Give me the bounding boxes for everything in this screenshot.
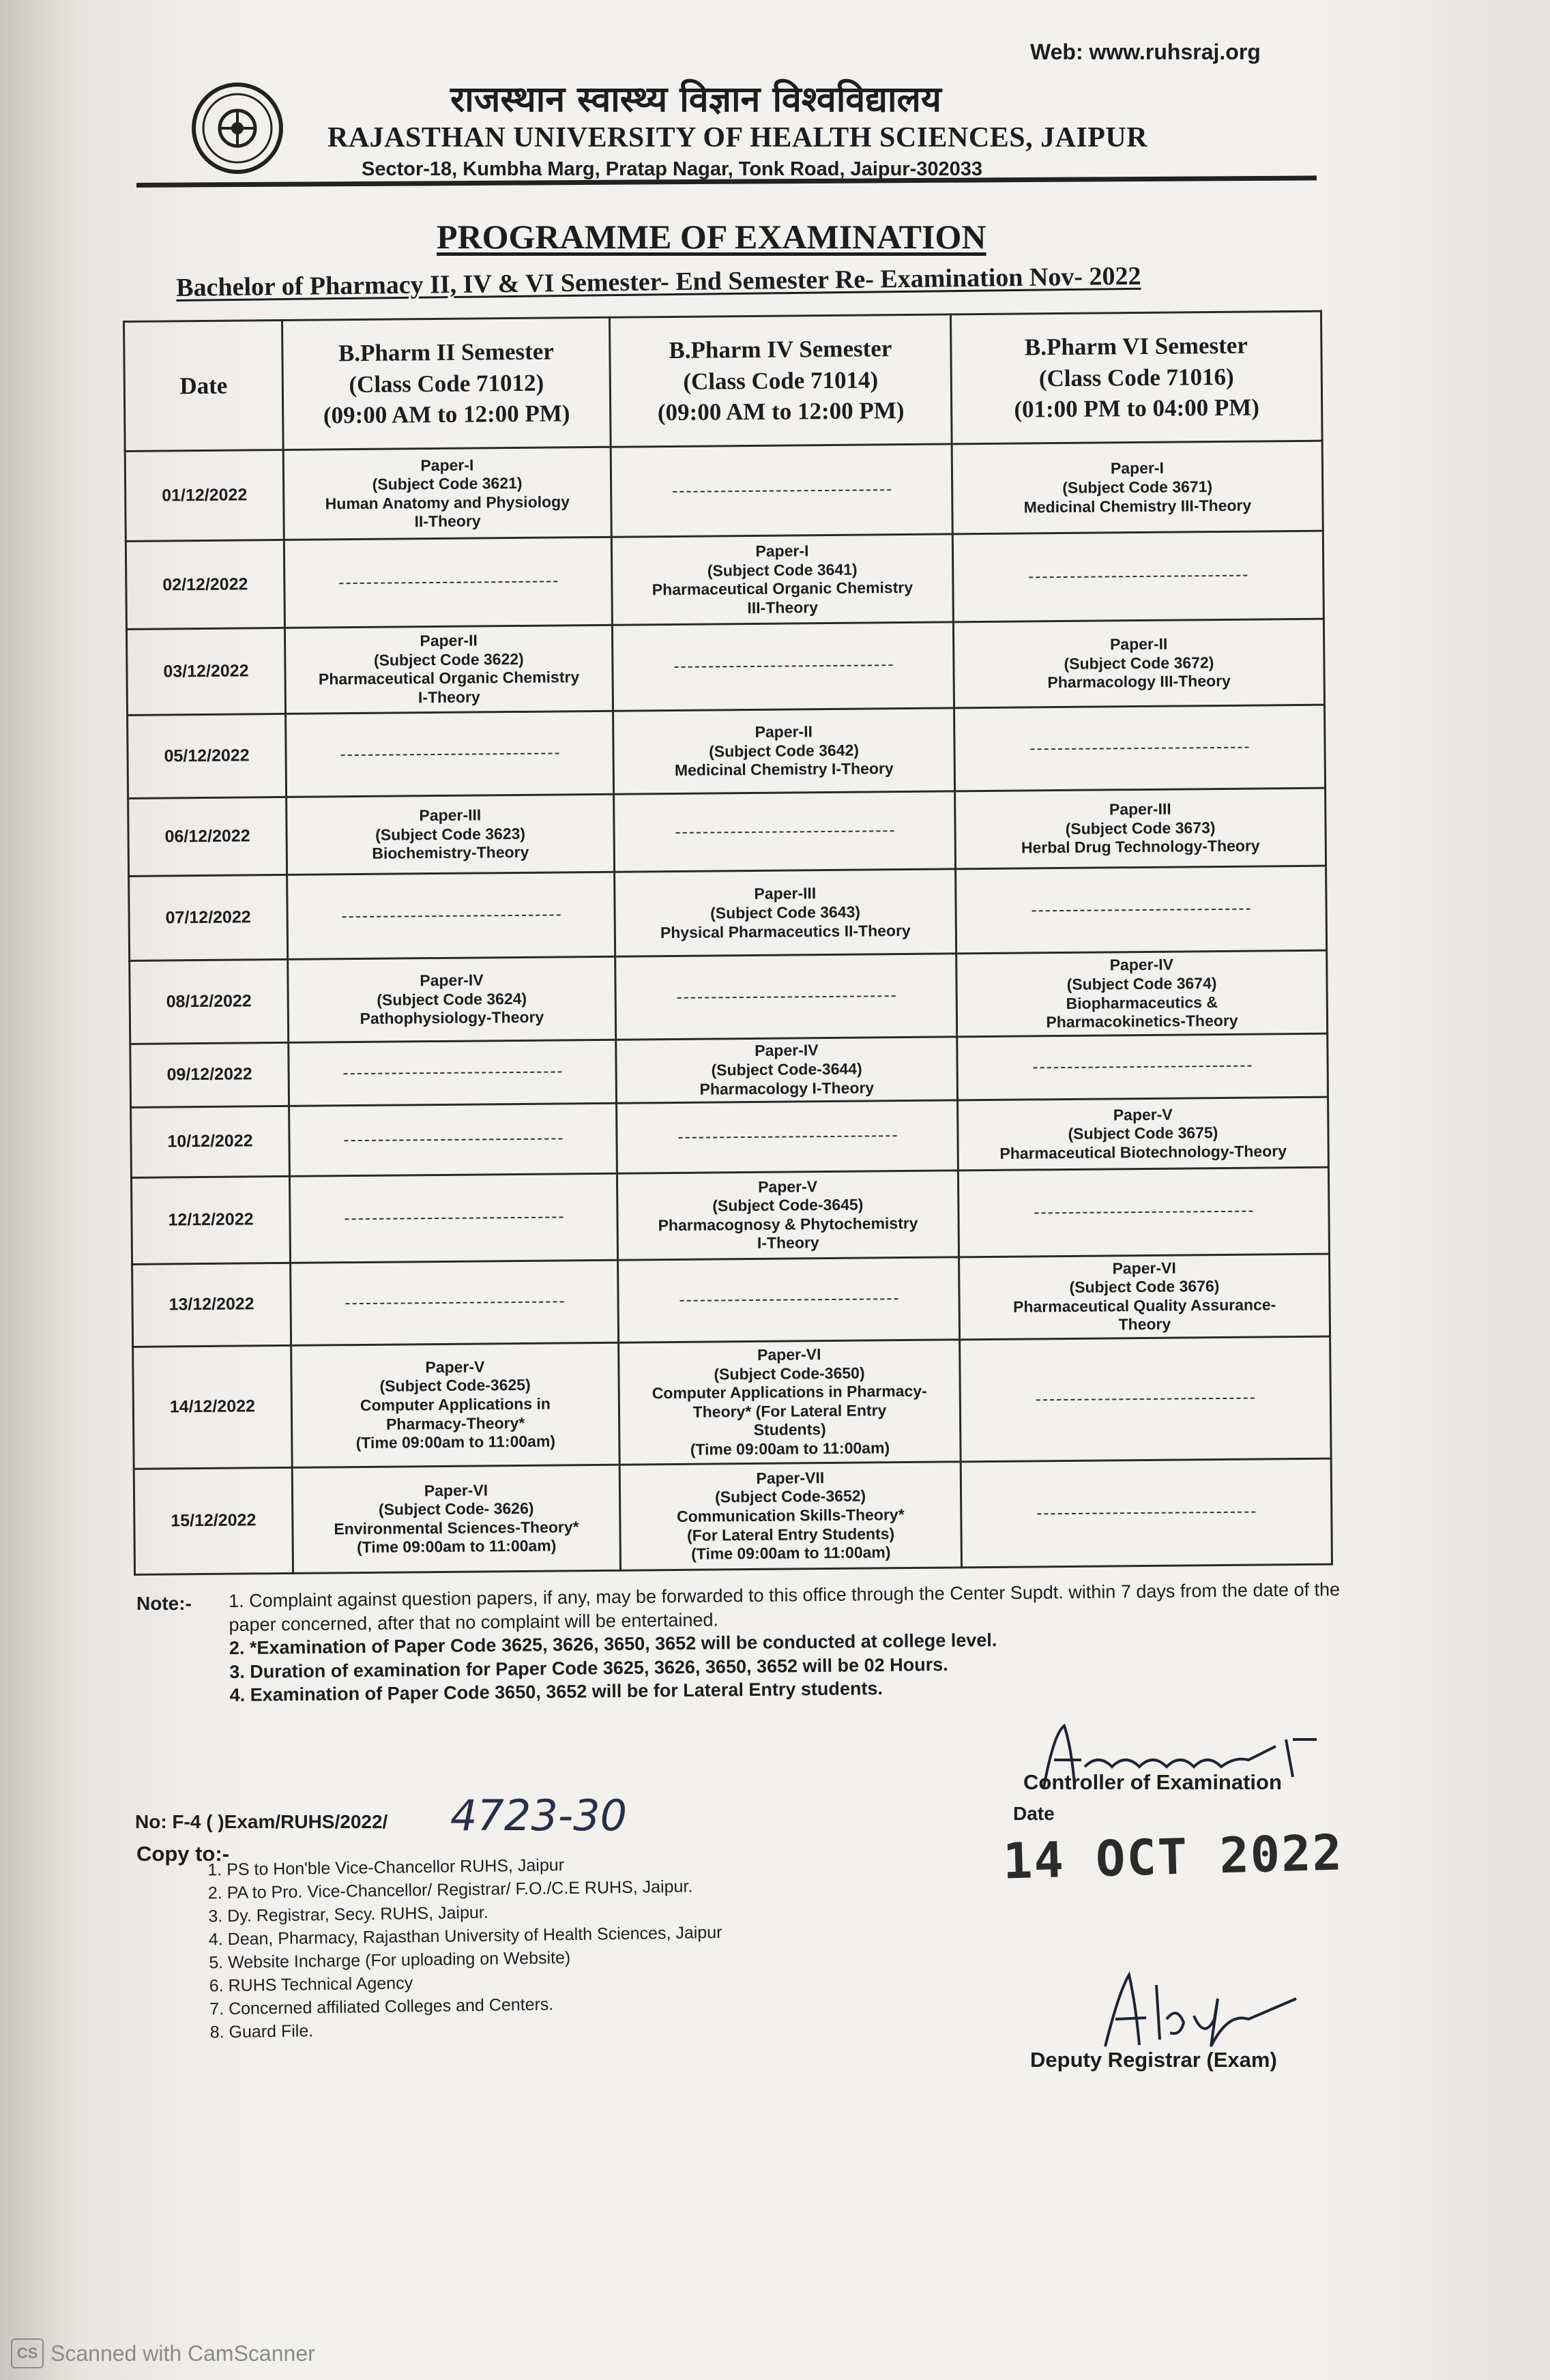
exam-cell-sem6 bbox=[958, 1097, 1329, 1171]
controller-title: Controller of Examination bbox=[1023, 1770, 1282, 1794]
exam-schedule-table bbox=[123, 310, 1333, 1576]
header-sem2 bbox=[282, 317, 611, 450]
exam-cell-sem4 bbox=[615, 869, 956, 957]
copy-to-item: 2. PA to Pro. Vice-Chancellor/ Registrar/ F.O./C.E RUHS, Jaipur. bbox=[226, 1875, 721, 1905]
exam-paper-line: Theory bbox=[1118, 1314, 1171, 1334]
deputy-registrar-signature bbox=[1092, 1971, 1310, 2053]
header-sem2-time: (09:00 AM to 12:00 PM) bbox=[323, 400, 570, 429]
exam-paper-line: I-Theory bbox=[418, 688, 480, 707]
exam-paper-line: Paper-VI bbox=[424, 1481, 488, 1499]
empty-slot-dash bbox=[674, 665, 892, 669]
exam-paper-line: Pharmaceutical Biotechnology-Theory bbox=[999, 1141, 1287, 1162]
exam-paper-line: (Time 09:00am to 11:00am) bbox=[691, 1543, 891, 1563]
exam-paper-line: Paper-VI bbox=[757, 1345, 821, 1364]
page-title: PROGRAMME OF EXAMINATION bbox=[437, 218, 986, 256]
empty-slot-dash bbox=[677, 995, 895, 999]
empty-slot-dash bbox=[675, 830, 894, 834]
exam-paper-line: Paper-VII bbox=[756, 1468, 825, 1487]
exam-paper-line: Paper-III bbox=[754, 884, 817, 903]
exam-cell-sem6 bbox=[952, 441, 1323, 534]
exam-cell-sem4 bbox=[611, 534, 953, 625]
exam-paper-line: Paper-I bbox=[755, 542, 809, 560]
exam-paper-line: (Subject Code 3623) bbox=[375, 824, 526, 844]
exam-paper-line: I-Theory bbox=[757, 1233, 819, 1252]
university-address: Sector-18, Kumbha Marg, Pratap Nagar, Tonk Road, Jaipur-302033 bbox=[362, 158, 983, 180]
exam-cell-sem2 bbox=[291, 1260, 619, 1346]
exam-paper-line: (Subject Code 3641) bbox=[707, 560, 858, 580]
empty-slot-dash bbox=[345, 1301, 564, 1304]
page-subtitle: Bachelor of Pharmacy II, IV & VI Semester- End Semester Re- Examination Nov- 2022 bbox=[176, 261, 1141, 302]
exam-paper-line: Herbal Drug Technology-Theory bbox=[1021, 836, 1260, 857]
exam-cell-sem2 bbox=[289, 1103, 617, 1177]
exam-cell-sem4 bbox=[619, 1461, 961, 1570]
exam-paper-line: Paper-IV bbox=[755, 1041, 819, 1060]
exam-paper-line: Theory* (For Lateral Entry bbox=[692, 1401, 887, 1421]
header-sem6 bbox=[950, 311, 1322, 444]
notes-label: Note:- bbox=[136, 1593, 192, 1614]
exam-paper-line: Paper-II bbox=[1109, 634, 1168, 653]
exam-paper-line: Paper-III bbox=[419, 806, 482, 825]
exam-schedule-table-wrap bbox=[123, 310, 1331, 1576]
exam-cell-sem2 bbox=[283, 447, 611, 540]
university-seal-icon bbox=[190, 80, 285, 176]
exam-paper-line: Medicinal Chemistry I-Theory bbox=[674, 759, 894, 780]
exam-date: 02/12/2022 bbox=[126, 540, 284, 629]
university-name-hindi: राजस्थान स्वास्थ्य विज्ञान विश्वविद्यालय bbox=[450, 79, 941, 120]
exam-paper-line: (Subject Code-3644) bbox=[711, 1059, 862, 1079]
empty-slot-dash bbox=[345, 1216, 563, 1220]
exam-cell-sem6 bbox=[958, 1167, 1329, 1257]
exam-paper-line: (Subject Code- 3626) bbox=[378, 1499, 534, 1518]
camscanner-text: Scanned with CamScanner bbox=[50, 2340, 315, 2366]
header-sem6-name: B.Pharm VI Semester bbox=[1024, 332, 1248, 361]
exam-cell-sem6 bbox=[959, 1254, 1330, 1340]
exam-paper-line: (Subject Code 3674) bbox=[1066, 973, 1217, 993]
university-name: RAJASTHAN UNIVERSITY OF HEALTH SCIENCES, JAIPUR bbox=[327, 122, 1148, 153]
deputy-registrar-title: Deputy Registrar (Exam) bbox=[1030, 2048, 1277, 2072]
note-item: 1. Complaint against question papers, if any, may be forwarded to this office through the Center Supdt. within 7 days from the date of the paper concerned, after that no complaint will be entertained. bbox=[229, 1578, 1341, 1635]
header-sem6-time: (01:00 PM to 04:00 PM) bbox=[1014, 394, 1260, 423]
table-row bbox=[134, 1458, 1332, 1575]
table-row bbox=[130, 1033, 1328, 1107]
header-sem4-time: (09:00 AM to 12:00 PM) bbox=[657, 397, 905, 426]
exam-cell-sem2 bbox=[287, 794, 615, 875]
exam-paper-line: II-Theory bbox=[414, 512, 481, 531]
empty-slot-dash bbox=[340, 752, 559, 756]
exam-paper-line: Paper-II bbox=[755, 722, 813, 741]
header-sem2-name: B.Pharm II Semester bbox=[338, 338, 555, 367]
exam-paper-line: (Subject Code 3643) bbox=[710, 902, 861, 922]
reference-number: No: F-4 ( )Exam/RUHS/2022/ bbox=[135, 1811, 388, 1832]
exam-date: 13/12/2022 bbox=[132, 1263, 291, 1347]
exam-paper-line: Pharmacokinetics-Theory bbox=[1046, 1011, 1238, 1031]
exam-cell-sem4 bbox=[617, 1100, 959, 1174]
empty-slot-dash bbox=[1031, 746, 1249, 750]
table-row bbox=[130, 950, 1328, 1044]
exam-cell-sem2 bbox=[287, 872, 615, 959]
exam-date: 06/12/2022 bbox=[128, 797, 287, 877]
table-row bbox=[131, 1097, 1329, 1178]
exam-paper-line: (Subject Code-3650) bbox=[714, 1364, 865, 1383]
copy-to-item: 4. Dean, Pharmacy, Rajasthan University of Health Sciences, Jaipur bbox=[227, 1921, 722, 1951]
exam-paper-line: Paper-IV bbox=[1109, 955, 1174, 974]
exam-cell-sem2 bbox=[284, 625, 613, 714]
exam-paper-line: Paper-I bbox=[1110, 459, 1165, 478]
exam-paper-line: (Time 09:00am to 11:00am) bbox=[356, 1536, 557, 1557]
header-sem4-name: B.Pharm IV Semester bbox=[669, 335, 892, 364]
table-row bbox=[125, 441, 1323, 542]
exam-paper-line: Paper-V bbox=[758, 1177, 818, 1196]
exam-cell-sem4 bbox=[612, 622, 954, 711]
exam-cell-sem2 bbox=[289, 1173, 617, 1262]
exam-date: 10/12/2022 bbox=[131, 1106, 290, 1178]
exam-paper-line: (Time 09:00am to 11:00am) bbox=[690, 1439, 890, 1458]
exam-paper-line: (Subject Code 3673) bbox=[1065, 818, 1216, 838]
exam-paper-line: III-Theory bbox=[747, 598, 819, 617]
table-row bbox=[126, 531, 1324, 630]
copy-to-item: 1. PS to Hon'ble Vice-Chancellor RUHS, Jaipur bbox=[226, 1851, 721, 1881]
exam-paper-line: Paper-I bbox=[420, 456, 474, 474]
exam-date: 08/12/2022 bbox=[130, 960, 289, 1044]
exam-paper-line: (Subject Code 3642) bbox=[709, 741, 860, 761]
exam-cell-sem4 bbox=[611, 444, 952, 538]
header-date: Date bbox=[124, 320, 284, 451]
exam-paper-line: (Subject Code-3645) bbox=[712, 1195, 864, 1215]
notes-list bbox=[229, 1578, 1349, 1707]
exam-paper-line: Pharmaceutical Quality Assurance- bbox=[1012, 1295, 1276, 1316]
exam-paper-line: Pharmaceutical Organic Chemistry bbox=[318, 668, 580, 688]
table-row bbox=[132, 1254, 1330, 1347]
exam-paper-line: Medicinal Chemistry III-Theory bbox=[1023, 496, 1252, 516]
exam-cell-sem2 bbox=[291, 1342, 620, 1467]
table-body bbox=[125, 441, 1332, 1574]
exam-paper-line: (For Lateral Entry Students) bbox=[686, 1524, 895, 1544]
copy-to-item: 5. Website Incharge (For uploading on Website) bbox=[228, 1944, 722, 1974]
exam-cell-sem2 bbox=[288, 957, 616, 1043]
exam-paper-line: (Subject Code-3625) bbox=[379, 1376, 531, 1396]
note-item: 3. Duration of examination for Paper Code 3625, 3626, 3650, 3652 will be 02 Hours. bbox=[229, 1654, 948, 1682]
exam-date: 05/12/2022 bbox=[128, 714, 287, 799]
exam-paper-line: Biopharmaceutics & bbox=[1066, 993, 1218, 1012]
exam-date: 03/12/2022 bbox=[126, 628, 285, 715]
exam-cell-sem2 bbox=[286, 711, 614, 797]
exam-date: 09/12/2022 bbox=[130, 1042, 289, 1107]
exam-paper-line: (Subject Code 3676) bbox=[1069, 1277, 1220, 1297]
table-row bbox=[128, 788, 1326, 876]
empty-slot-dash bbox=[1034, 1210, 1253, 1214]
table-row bbox=[126, 619, 1324, 716]
exam-paper-line: (Subject Code 3672) bbox=[1064, 653, 1214, 673]
exam-date: 07/12/2022 bbox=[129, 875, 288, 961]
exam-paper-line: Pharmacology III-Theory bbox=[1047, 672, 1231, 692]
table-row bbox=[128, 705, 1326, 798]
exam-cell-sem6 bbox=[956, 866, 1327, 954]
exam-cell-sem6 bbox=[953, 619, 1324, 708]
exam-paper-line: Communication Skills-Theory* bbox=[676, 1505, 905, 1525]
exam-paper-line: Computer Applications in Pharmacy- bbox=[652, 1381, 927, 1402]
empty-slot-dash bbox=[343, 1071, 561, 1074]
empty-slot-dash bbox=[678, 1135, 896, 1138]
exam-cell-sem6 bbox=[961, 1458, 1332, 1568]
empty-slot-dash bbox=[1037, 1511, 1255, 1514]
table-row bbox=[129, 866, 1327, 961]
empty-slot-dash bbox=[344, 1138, 562, 1141]
table-header-row bbox=[124, 311, 1323, 451]
exam-cell-sem4 bbox=[618, 1257, 960, 1342]
exam-cell-sem4 bbox=[615, 954, 957, 1040]
exam-date: 14/12/2022 bbox=[133, 1345, 293, 1469]
note-item: 2. *Examination of Paper Code 3625, 3626, 3650, 3652 will be conducted at college level. bbox=[229, 1630, 997, 1659]
exam-cell-sem2 bbox=[292, 1465, 620, 1574]
date-stamp: 14 OCT 2022 bbox=[1001, 1823, 1344, 1890]
copy-to-item: 6. RUHS Technical Agency bbox=[228, 1967, 722, 1997]
handwritten-reference-number: 4723-30 bbox=[450, 1791, 628, 1840]
exam-cell-sem2 bbox=[284, 538, 612, 628]
exam-paper-line: (Subject Code 3671) bbox=[1062, 478, 1213, 497]
website-url: Web: www.ruhsraj.org bbox=[1030, 40, 1261, 64]
exam-cell-sem6 bbox=[952, 531, 1324, 622]
empty-slot-dash bbox=[1034, 1065, 1252, 1068]
exam-paper-line: Paper-II bbox=[420, 631, 478, 650]
exam-cell-sem4 bbox=[619, 1340, 961, 1465]
exam-cell-sem6 bbox=[955, 788, 1326, 869]
exam-paper-line: (Subject Code-3652) bbox=[714, 1486, 866, 1506]
exam-cell-sem6 bbox=[956, 950, 1328, 1036]
empty-slot-dash bbox=[1036, 1397, 1255, 1400]
exam-paper-line: (Subject Code 3622) bbox=[373, 649, 524, 669]
exam-paper-line: Pharmacology I-Theory bbox=[699, 1078, 875, 1098]
exam-paper-line: Paper-V bbox=[425, 1357, 485, 1377]
exam-paper-line: Environmental Sciences-Theory* bbox=[334, 1518, 579, 1538]
table-row bbox=[133, 1336, 1331, 1469]
copy-to-item: 7. Concerned affiliated Colleges and Centers. bbox=[229, 1990, 723, 2021]
exam-cell-sem6 bbox=[960, 1336, 1332, 1461]
exam-paper-line: (Subject Code 3675) bbox=[1068, 1123, 1218, 1143]
exam-cell-sem4 bbox=[616, 1037, 958, 1103]
copy-to-label: Copy to:- bbox=[136, 1842, 230, 1866]
table-row bbox=[131, 1167, 1329, 1264]
camscanner-logo-icon: CS bbox=[11, 2338, 44, 2368]
exam-paper-line: (Time 09:00am to 11:00am) bbox=[355, 1432, 556, 1452]
exam-paper-line: Paper-IV bbox=[420, 971, 484, 990]
empty-slot-dash bbox=[342, 914, 560, 917]
exam-paper-line: Computer Applications in bbox=[360, 1394, 551, 1415]
exam-cell-sem4 bbox=[617, 1171, 959, 1260]
empty-slot-dash bbox=[679, 1298, 898, 1302]
note-item: 4. Examination of Paper Code 3650, 3652 will be for Lateral Entry students. bbox=[229, 1678, 883, 1706]
exam-paper-line: Biochemistry-Theory bbox=[372, 843, 529, 863]
copy-to-item: 3. Dy. Registrar, Secy. RUHS, Jaipur. bbox=[227, 1898, 722, 1928]
exam-paper-line: Students) bbox=[753, 1420, 826, 1439]
date-label: Date bbox=[1013, 1803, 1055, 1824]
exam-paper-line: Pharmacy-Theory* bbox=[385, 1413, 525, 1433]
exam-paper-line: (Subject Code 3621) bbox=[372, 474, 523, 493]
camscanner-watermark bbox=[11, 2338, 315, 2368]
header-sem6-code: (Class Code 71016) bbox=[1038, 363, 1234, 392]
exam-paper-line: Pharmaceutical Organic Chemistry bbox=[652, 578, 913, 599]
exam-date: 01/12/2022 bbox=[125, 450, 284, 542]
empty-slot-dash bbox=[339, 581, 557, 585]
empty-slot-dash bbox=[1029, 575, 1247, 578]
exam-date: 12/12/2022 bbox=[131, 1177, 290, 1264]
copy-to-item: 8. Guard File. bbox=[229, 2014, 723, 2044]
exam-paper-line: Physical Pharmaceutics II-Theory bbox=[660, 921, 911, 941]
exam-paper-line: Pharmacognosy & Phytochemistry bbox=[658, 1214, 918, 1235]
exam-cell-sem6 bbox=[957, 1033, 1328, 1100]
exam-cell-sem4 bbox=[614, 791, 956, 872]
exam-paper-line: Paper-V bbox=[1113, 1105, 1173, 1123]
exam-cell-sem6 bbox=[954, 705, 1326, 791]
empty-slot-dash bbox=[1032, 908, 1251, 911]
exam-paper-line: Human Anatomy and Physiology bbox=[325, 493, 570, 513]
header-sem4 bbox=[609, 314, 952, 447]
exam-date: 15/12/2022 bbox=[134, 1467, 293, 1574]
exam-paper-line: Paper-III bbox=[1109, 799, 1171, 819]
header-sem4-code: (Class Code 71014) bbox=[683, 366, 879, 395]
exam-cell-sem2 bbox=[289, 1040, 617, 1106]
empty-slot-dash bbox=[673, 489, 891, 493]
copy-to-list bbox=[179, 1851, 724, 2044]
header-sem2-code: (Class Code 71012) bbox=[349, 369, 544, 398]
exam-paper-line: Paper-VI bbox=[1112, 1259, 1176, 1277]
exam-paper-line: Pathophysiology-Theory bbox=[360, 1008, 544, 1028]
exam-paper-line: (Subject Code 3624) bbox=[377, 989, 527, 1009]
exam-cell-sem4 bbox=[613, 708, 955, 794]
